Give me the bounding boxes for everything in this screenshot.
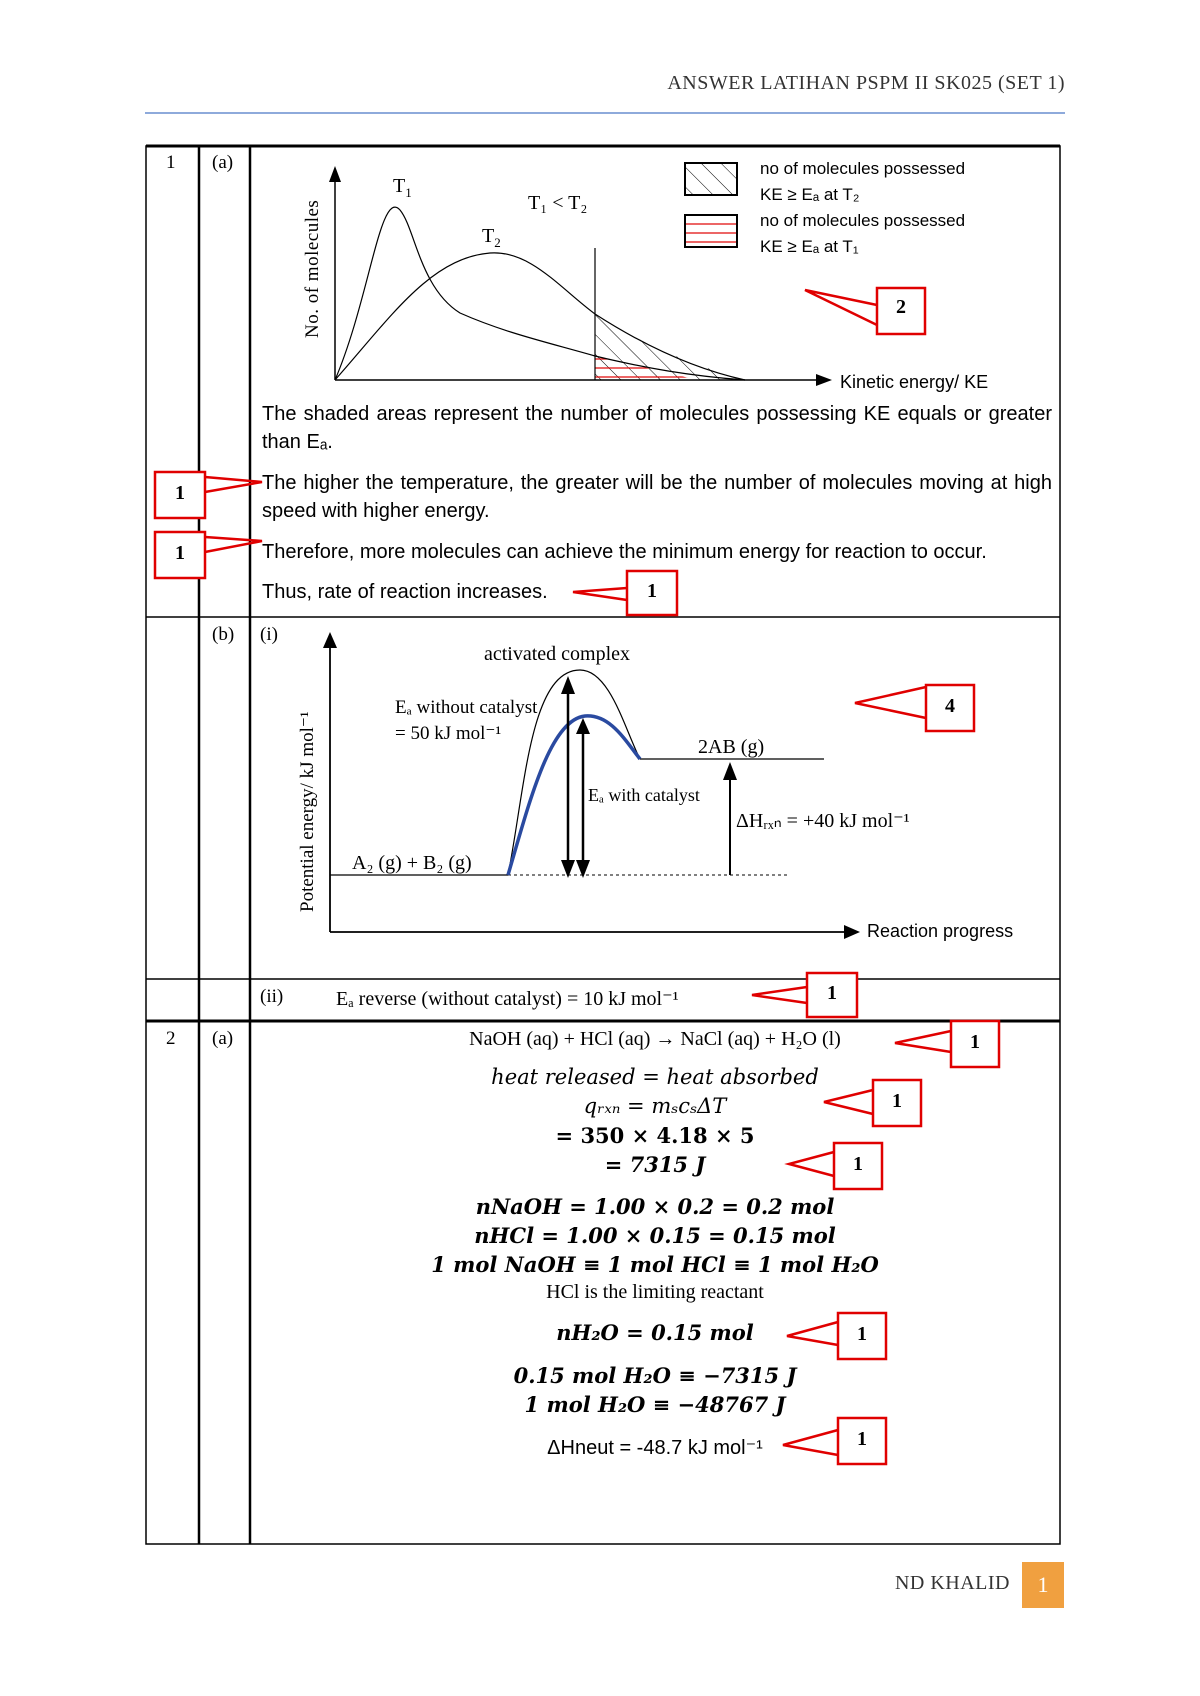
q2-equation: NaOH (aq) + HCl (aq) → NaCl (aq) + H₂O (l): [469, 1028, 841, 1050]
q1-part-b-label: (b): [212, 624, 235, 645]
temperature-relation: T₁ < T₂: [528, 192, 588, 214]
footer-author: ND KHALID: [894, 1572, 1010, 1594]
mb-y-axis-label: No. of molecules: [302, 199, 323, 338]
mark-box-text3: 1: [175, 542, 185, 564]
ep-x-axis-label: Reaction progress: [867, 921, 1014, 941]
q2-moles-water: nH₂O = 0.15 mol: [556, 1320, 754, 1345]
q2-q-formula: qᵣₓₙ = mₛcₛΔT: [583, 1094, 727, 1118]
q1a-text-minimum-energy: Therefore, more molecules can achieve the minimum energy for reaction to occur.: [262, 541, 987, 563]
q2-heat-per-015: 0.15 mol H₂O ≡ −7315 J: [513, 1363, 797, 1388]
legend-t2-text: no of molecules possessed KE ≥ Eₐ at T₂ no of molecules possessed KE ≥ Eₐ at T₁: [760, 159, 966, 256]
q2-q-value: = 7315 J: [604, 1152, 706, 1177]
q1b-ii-answer: Eₐ reverse (without catalyst) = 10 kJ mol⁻¹: [336, 988, 679, 1010]
reactant-label: A₂ (g) + B₂ (g): [352, 852, 472, 874]
mb-x-axis-label: Kinetic energy/ KE: [840, 372, 989, 392]
question-2-number: 2: [166, 1028, 176, 1049]
q1a-text-temperature: The higher the temperature, the greater will be the number of molecules moving at high speed with higher energy.: [262, 472, 1052, 522]
question-1-number: 1: [166, 152, 176, 173]
page-number: 1: [1022, 1562, 1064, 1608]
q1-b-subpart-i-label: (i): [260, 624, 278, 645]
ea-with-catalyst-label: Eₐ with catalyst: [588, 785, 700, 805]
q1-part-a-label: (a): [212, 152, 234, 173]
delta-h-rxn-label: ΔHᵣₓₙ = +40 kJ mol⁻¹: [736, 810, 910, 832]
mark-box-q: 1: [892, 1090, 902, 1112]
q2-part-a-label: (a): [212, 1028, 234, 1049]
mark-box-text4: 1: [647, 580, 657, 602]
mark-box-graph-a: 2: [896, 296, 906, 318]
q1a-text-shaded: The shaded areas represent the number of molecules possessing KE equals or greater than Eₐ.: [262, 403, 1052, 453]
q1a-text-rate: Thus, rate of reaction increases.: [262, 581, 548, 603]
mark-box-text2: 1: [175, 482, 185, 504]
ea-without-catalyst-label: Eₐ without catalyst = 50 kJ mol⁻¹: [395, 697, 538, 744]
page-header-title: ANSWER LATIHAN PSPM II SK025 (SET 1): [667, 72, 1065, 94]
q2-q-substitution: = 350 × 4.18 × 5: [555, 1123, 755, 1148]
q2-moles-hcl: nHCl = 1.00 × 0.15 = 0.15 mol: [474, 1223, 836, 1248]
mark-box-ii: 1: [827, 982, 837, 1004]
mark-box-q-value: 1: [853, 1153, 863, 1175]
mark-box-equation: 1: [970, 1031, 980, 1053]
ep-y-axis-label: Potential energy/ kJ mol⁻¹: [297, 711, 318, 912]
mark-box-delta-h: 1: [857, 1428, 867, 1450]
q2-heat-per-mol: 1 mol H₂O ≡ −48767 J: [524, 1392, 786, 1417]
q2-limiting-reactant: HCl is the limiting reactant: [546, 1281, 764, 1303]
activated-complex-label: activated complex: [484, 643, 631, 665]
q2-moles-naoh: nNaOH = 1.00 × 0.2 = 0.2 mol: [475, 1194, 835, 1219]
q2-delta-h-neut: ΔHneut = -48.7 kJ mol⁻¹: [547, 1437, 763, 1459]
product-label: 2AB (g): [698, 736, 765, 758]
t1-label: $T_1$: [393, 175, 412, 200]
mark-box-energy-profile: 4: [945, 695, 955, 717]
q2-heat-balance: heat released = heat absorbed: [491, 1065, 819, 1089]
q1-b-subpart-ii-label: (ii): [260, 986, 284, 1007]
q2-mole-ratio: 1 mol NaOH ≡ 1 mol HCl ≡ 1 mol H₂O: [431, 1252, 879, 1277]
t2-label: $T_2$: [482, 225, 501, 250]
mark-box-moles-water: 1: [857, 1323, 867, 1345]
